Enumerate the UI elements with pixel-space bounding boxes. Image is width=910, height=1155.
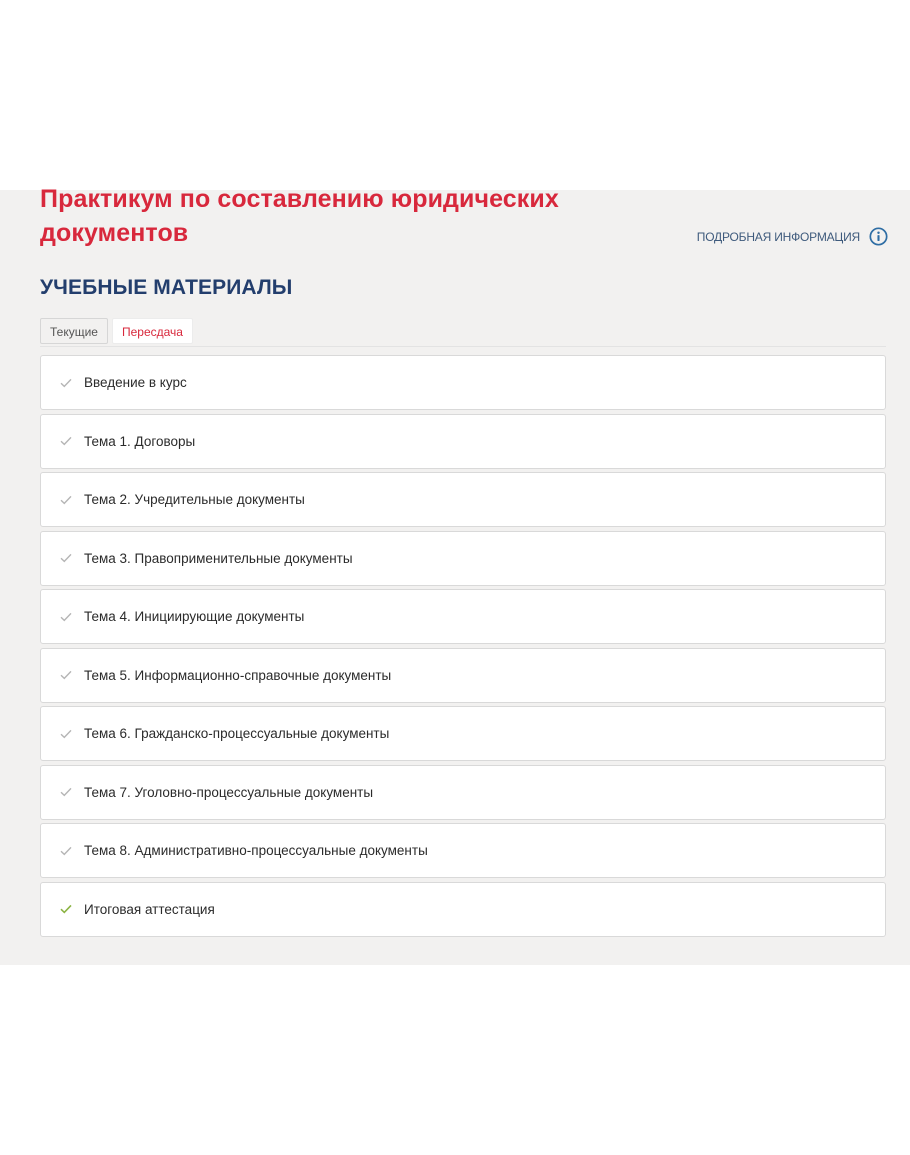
module-item-topic-3[interactable] [40, 531, 886, 586]
check-icon [59, 785, 73, 799]
materials-tabs [40, 318, 193, 344]
more-info-label: ПОДРОБНАЯ ИНФОРМАЦИЯ [696, 229, 860, 244]
module-item-topic-7[interactable] [40, 765, 886, 820]
module-label: Тема 8. Административно-процессуальные документы [84, 843, 428, 858]
module-label: Тема 6. Гражданско-процессуальные документы [84, 726, 390, 741]
module-item-topic-1[interactable] [40, 414, 886, 469]
module-item-topic-6[interactable] [40, 706, 886, 761]
module-label: Тема 3. Правоприменительные документы [84, 550, 353, 566]
check-icon [59, 902, 73, 916]
module-list [40, 355, 886, 940]
module-label: Тема 5. Информационно-справочные документы [84, 667, 392, 683]
module-item-topic-5[interactable] [40, 648, 886, 703]
module-label: Введение в курс [84, 375, 187, 390]
module-item-intro[interactable] [40, 355, 886, 410]
check-icon [59, 844, 73, 858]
tabs-divider [40, 346, 886, 347]
module-item-topic-2[interactable] [40, 472, 886, 527]
module-label: Тема 1. Договоры [84, 433, 196, 449]
section-title: УЧЕБНЫЕ МАТЕРИАЛЫ [40, 276, 293, 299]
check-icon [59, 551, 73, 565]
module-item-topic-8[interactable] [40, 823, 886, 878]
module-label: Итоговая аттестация [84, 901, 215, 917]
check-icon [59, 493, 73, 507]
module-label: Тема 7. Уголовно-процессуальные документы [84, 784, 374, 800]
check-icon [59, 376, 73, 390]
module-item-topic-4[interactable] [40, 589, 886, 644]
check-icon [59, 727, 73, 741]
module-label: Тема 2. Учредительные документы [84, 492, 305, 507]
check-icon [59, 668, 73, 682]
module-item-final-assessment[interactable] [40, 882, 886, 937]
more-info-link[interactable] [697, 227, 888, 246]
course-title: Практикум по составлению юридических документов [40, 185, 559, 247]
check-icon [59, 610, 73, 624]
tab-retake[interactable]: Пересдача [112, 318, 193, 344]
check-icon [59, 434, 73, 448]
info-circle-icon[interactable] [869, 227, 888, 246]
tab-current[interactable]: Текущие [40, 318, 108, 344]
module-label: Тема 4. Инициирующие документы [84, 609, 305, 624]
